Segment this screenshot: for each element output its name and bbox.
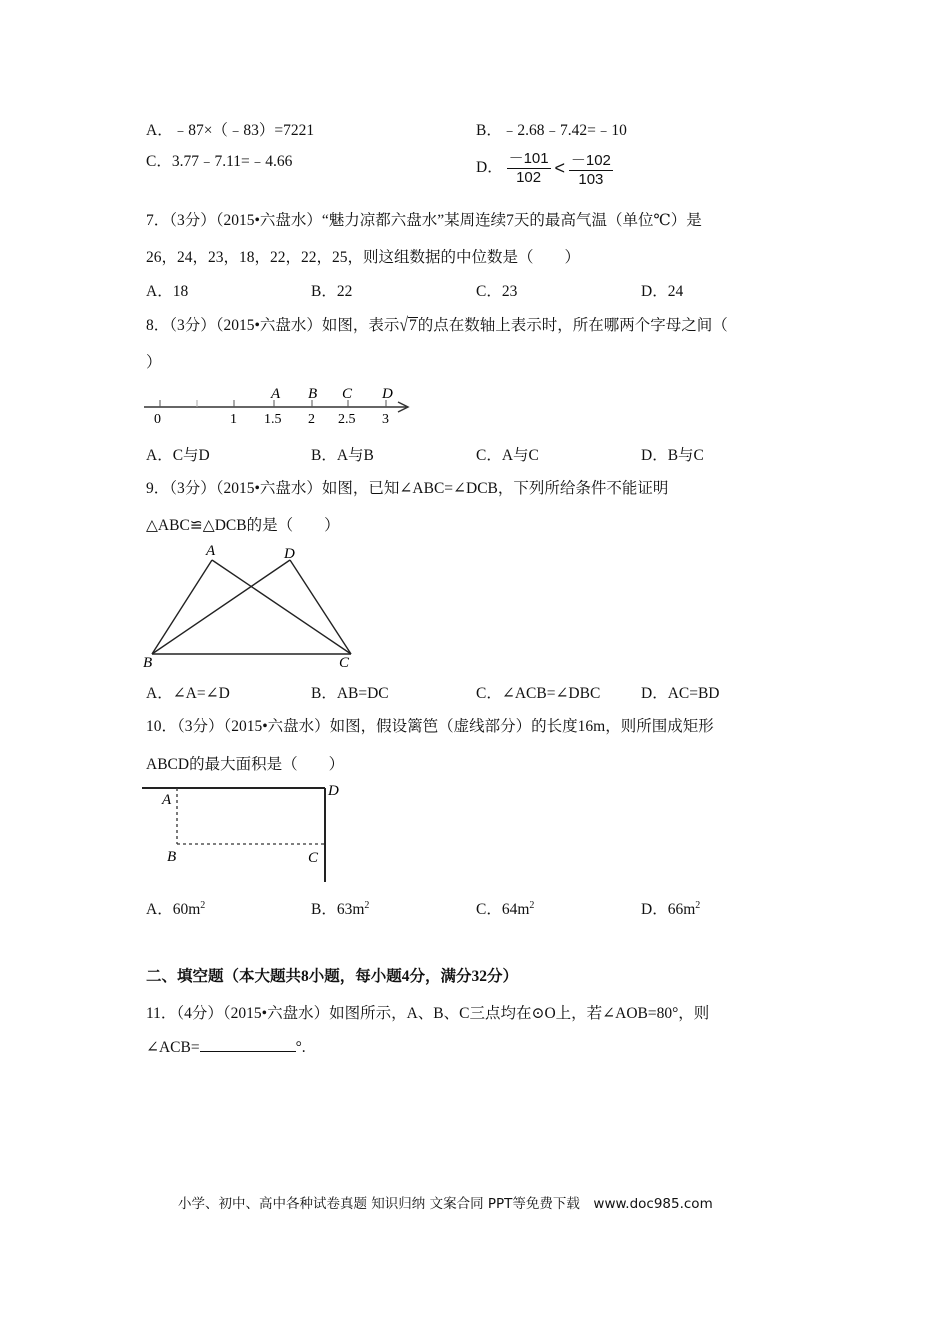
point-label-c: C xyxy=(342,386,353,402)
q6-option-d xyxy=(476,149,613,188)
q8-option-c: C．A与C xyxy=(476,447,539,464)
point-label-a: A xyxy=(271,386,281,402)
q6-option-b: B．﹣2.68﹣7.42=﹣10 xyxy=(476,122,627,139)
q6-option-d-label: D． xyxy=(476,159,503,177)
q7-stem-line2: 26，24，23，18，22，22，25，则这组数据的中位数是（ ） xyxy=(146,249,581,266)
superscript: 2 xyxy=(695,899,701,911)
q9-option-a: A．∠A=∠D xyxy=(146,685,230,702)
q8-stem-post: 的点在数轴上表示时，所在哪两个字母之间（ xyxy=(417,317,728,334)
answer-blank xyxy=(200,1038,296,1052)
vertex-label-b: B xyxy=(167,849,177,865)
superscript: 2 xyxy=(529,899,535,911)
rectangle-fence-figure xyxy=(140,780,350,886)
segment-ab xyxy=(152,560,212,654)
q7-option-a: A．18 xyxy=(146,283,189,300)
tick-label-1-5: 1.5 xyxy=(264,412,282,427)
tick-label-3: 3 xyxy=(382,412,389,427)
sqrt-sign: √ xyxy=(399,314,408,336)
triangles-figure xyxy=(140,540,370,672)
segment-dc xyxy=(290,560,351,654)
q10-option-b xyxy=(311,897,369,919)
fraction-2-numerator: －102 xyxy=(569,149,613,171)
page-footer: 小学、初中、高中各种试卷真题 知识归纳 文案合同 PPT等免费下载 www.doc985.com xyxy=(178,1196,713,1212)
section-heading: 二、填空题（本大题共8小题，每小题4分，满分32分） xyxy=(146,968,519,985)
q8-stem-line2: ） xyxy=(146,354,162,371)
segment-ac xyxy=(212,560,351,654)
vertex-label-b: B xyxy=(143,655,153,671)
q10-option-b-text: B．63m xyxy=(311,901,365,918)
q11-stem-pre: ∠ACB= xyxy=(146,1039,200,1056)
tick-label-1: 1 xyxy=(230,412,237,427)
q9-option-b: B．AB=DC xyxy=(311,685,389,702)
tick-label-0: 0 xyxy=(154,412,161,427)
q7-stem-line1: 7．（3分）（2015•六盘水）“魅力凉都六盘水”某周连续7天的最高气温（单位℃）是 xyxy=(146,212,702,229)
sqrt-radicand: 7 xyxy=(408,317,417,334)
q10-option-c-text: C．64m xyxy=(476,901,530,918)
tick-label-2: 2 xyxy=(308,412,315,427)
q10-stem-line2: ABCD的最大面积是（ ） xyxy=(146,756,345,773)
q8-option-a: A．C与D xyxy=(146,447,210,464)
superscript: 2 xyxy=(364,899,370,911)
point-label-d: D xyxy=(382,386,393,402)
q10-option-d xyxy=(641,897,700,919)
superscript: 2 xyxy=(200,899,206,911)
tick-label-2-5: 2.5 xyxy=(338,412,356,427)
q8-option-b: B．A与B xyxy=(311,447,374,464)
q6-option-c: C．3.77﹣7.11=﹣4.66 xyxy=(146,153,293,170)
vertex-label-a: A xyxy=(162,792,172,808)
vertex-label-d: D xyxy=(328,783,339,799)
q11-stem-line2 xyxy=(146,1038,306,1057)
q8-stem-line1 xyxy=(146,313,728,335)
less-than-sign: < xyxy=(554,158,565,178)
q10-option-a xyxy=(146,897,205,919)
vertex-label-d: D xyxy=(284,546,295,562)
q7-option-d: D．24 xyxy=(641,283,684,300)
fraction-1 xyxy=(507,147,551,186)
q10-option-d-text: D．66m xyxy=(641,901,696,918)
fraction-1-denominator: 102 xyxy=(516,169,542,186)
vertex-label-c: C xyxy=(339,655,350,671)
fraction-2-denominator: 103 xyxy=(578,171,604,188)
q11-stem-post: °. xyxy=(295,1039,306,1056)
q8-option-d: D．B与C xyxy=(641,447,704,464)
number-line-figure xyxy=(140,380,420,430)
q9-stem-line1: 9．（3分）（2015•六盘水）如图，已知∠ABC=∠DCB，下列所给条件不能证明 xyxy=(146,480,669,497)
q10-stem-line1: 10．（3分）（2015•六盘水）如图，假设篱笆（虚线部分）的长度16m，则所围成矩形 xyxy=(146,718,714,735)
q11-stem-line1: 11．（4分）（2015•六盘水）如图所示，A、B、C三点均在⊙O上，若∠AOB=80°，则 xyxy=(146,1005,710,1022)
q7-option-c: C．23 xyxy=(476,283,518,300)
vertex-label-a: A xyxy=(206,543,216,559)
q8-stem-pre: 8．（3分）（2015•六盘水）如图，表示 xyxy=(146,317,400,334)
q7-option-b: B．22 xyxy=(311,283,353,300)
fraction-1-numerator: －101 xyxy=(507,147,551,169)
q10-option-a-text: A．60m xyxy=(146,901,201,918)
segment-bd xyxy=(152,560,290,654)
q6-option-a: A．﹣87×（﹣83）=7221 xyxy=(146,122,315,139)
q9-option-c: C．∠ACB=∠DBC xyxy=(476,685,601,702)
fraction-2 xyxy=(569,149,613,188)
vertex-label-c: C xyxy=(308,850,319,866)
q10-option-c xyxy=(476,897,534,919)
q9-option-d: D．AC=BD xyxy=(641,685,720,702)
point-label-b: B xyxy=(308,386,318,402)
q9-stem-line2: △ABC≌△DCB的是（ ） xyxy=(146,517,340,534)
